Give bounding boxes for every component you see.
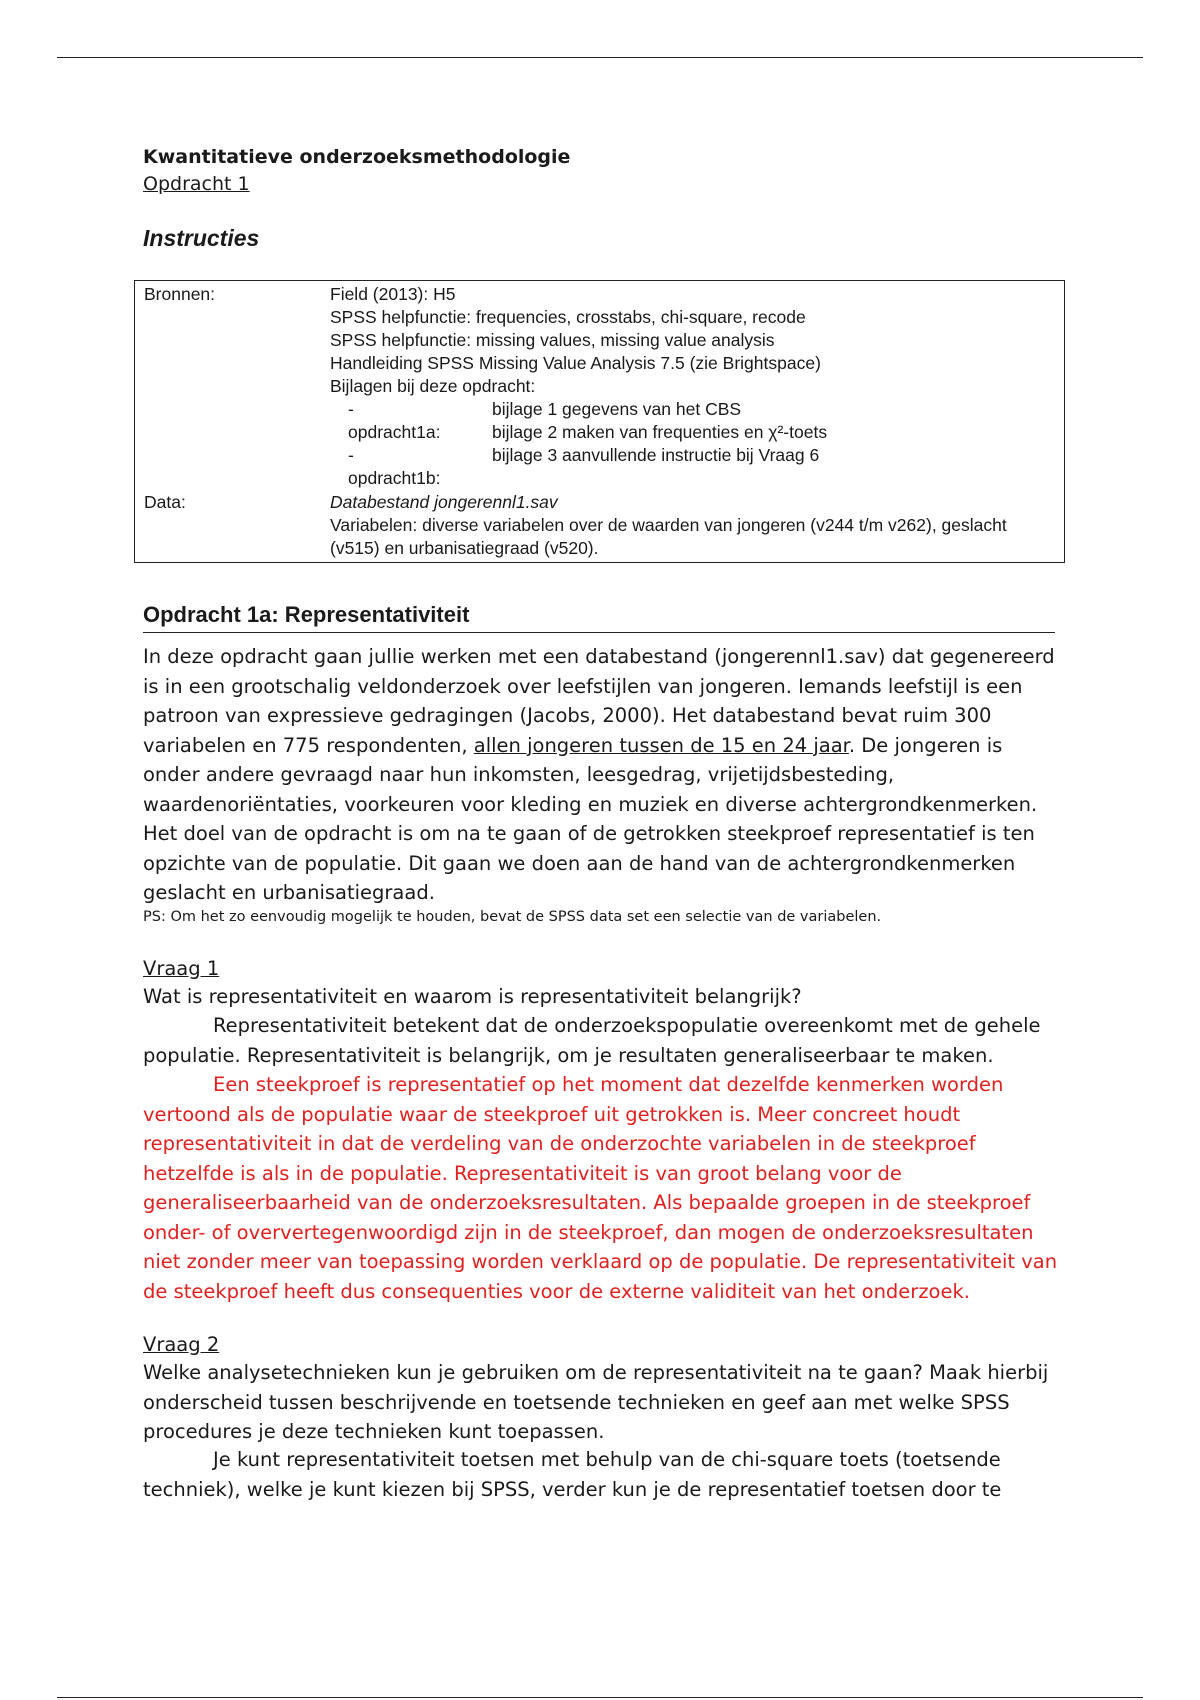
attachment-value: bijlage 1 gegevens van het CBS	[492, 399, 742, 419]
source-line: Handleiding SPSS Missing Value Analysis 7.5 (zie Brightspace)	[330, 353, 821, 373]
question-text: Wat is representativiteit en waarom is representativiteit belangrijk?	[143, 985, 802, 1008]
data-description: Variabelen: diverse variabelen over de waarden van jongeren (v244 t/m v262), geslacht (v515) en urbanisatiegraad (v520).	[330, 515, 1007, 558]
answer-text: Je kunt representativiteit toetsen met behulp van de chi-square toets (toetsende techniek), welke je kunt kiezen bij SPSS, verder kun je de representatief toetsen door te	[143, 1448, 1002, 1501]
sources-list	[330, 283, 1055, 398]
attachment-key: - opdracht1a:	[348, 399, 441, 442]
intro-text: In deze opdracht gaan jullie werken met een databestand (jongerennl1.sav) dat gegenereerd is in een grootschalig veldonderzoek over leefstijlen van jongeren. Iemands leefstijl is een patroon van expressieve gedragingen (Jacobs, 2000). Het databestand bevat ruim 300 variabelen en 775 respondenten,	[143, 645, 1055, 757]
document-subtitle: Opdracht 1	[143, 173, 250, 195]
source-line: Field (2013): H5	[330, 284, 456, 304]
attachment-value: bijlage 3 aanvullende instructie bij Vraag 6	[492, 445, 820, 465]
attachment-value: bijlage 2 maken van frequenties en χ²-toets	[492, 422, 828, 442]
document-title: Kwantitatieve onderzoeksmethodologie	[143, 146, 571, 168]
document-page	[143, 143, 1063, 1501]
data-info	[330, 491, 1055, 560]
intro-paragraph	[143, 642, 1063, 908]
bottom-rule	[57, 1697, 1143, 1698]
section-heading: Opdracht 1a: Representativiteit	[143, 600, 1055, 633]
sources-label: Bronnen:	[144, 284, 216, 304]
ps-note: PS: Om het zo eenvoudig mogelijk te houden, bevat de SPSS data set een selectie van de variabelen.	[143, 909, 882, 925]
instructions-heading: Instructies	[143, 225, 260, 251]
attachment-key: - opdracht1b:	[348, 445, 441, 488]
intro-underlined-text: allen jongeren tussen de 15 en 24 jaar	[473, 733, 849, 757]
question-text: Welke analysetechnieken kun je gebruiken om de representativiteit na te gaan? Maak hierbij onderscheid tussen beschrijvende en toetsende technieken en geef aan met welke SPSS procedures je deze technieken kunt toepassen.	[143, 1361, 1049, 1443]
question-label: Vraag 1	[143, 957, 220, 980]
answer-text: Representativiteit betekent dat de onderzoekspopulatie overeenkomt met de gehele populatie. Representativiteit is belangrijk, om je resultaten generaliseerbaar te maken.	[143, 1014, 1041, 1067]
data-file: Databestand jongerennl1.sav	[330, 492, 558, 512]
source-line: SPSS helpfunctie: frequencies, crosstabs, chi-square, recode	[330, 307, 806, 327]
data-label: Data:	[144, 492, 186, 512]
question-label: Vraag 2	[143, 1333, 220, 1356]
instructions-box	[134, 280, 1065, 563]
intro-text-end: . De jongeren is onder andere gevraagd naar hun inkomsten, leesgedrag, vrijetijdsbesteding, waardenoriëntaties, voorkeuren voor kleding en muziek en diverse achtergrondkenmerken. Het doel van de opdracht is om na te gaan of de getrokken steekproef representatief is ten opzichte van de populatie. Dit gaan we doen aan de hand van de achtergrondkenmerken geslacht en urbanisatiegraad.	[143, 733, 1038, 904]
source-line: SPSS helpfunctie: missing values, missing value analysis	[330, 330, 775, 350]
feedback-text: Een steekproef is representatief op het moment dat dezelfde kenmerken worden vertoond als de populatie waar de steekproef uit getrokken is. Meer concreet houdt representativiteit in dat de verdeling van de onderzochte variabelen in de steekproef hetzelfde is als in de populatie. Representativiteit is van groot belang voor de generaliseerbaarheid van de onderzoeksresultaten. Als bepaalde groepen in de steekproef onder- of oververtegenwoordigd zijn in de steekproef, dan mogen de onderzoeksresultaten niet zonder meer van toepassing worden verklaard op de populatie. De representativiteit van de steekproef heeft dus consequenties voor de externe validiteit van het onderzoek.	[143, 1073, 1058, 1303]
source-line: Bijlagen bij deze opdracht:	[330, 376, 536, 396]
top-rule	[57, 57, 1143, 58]
